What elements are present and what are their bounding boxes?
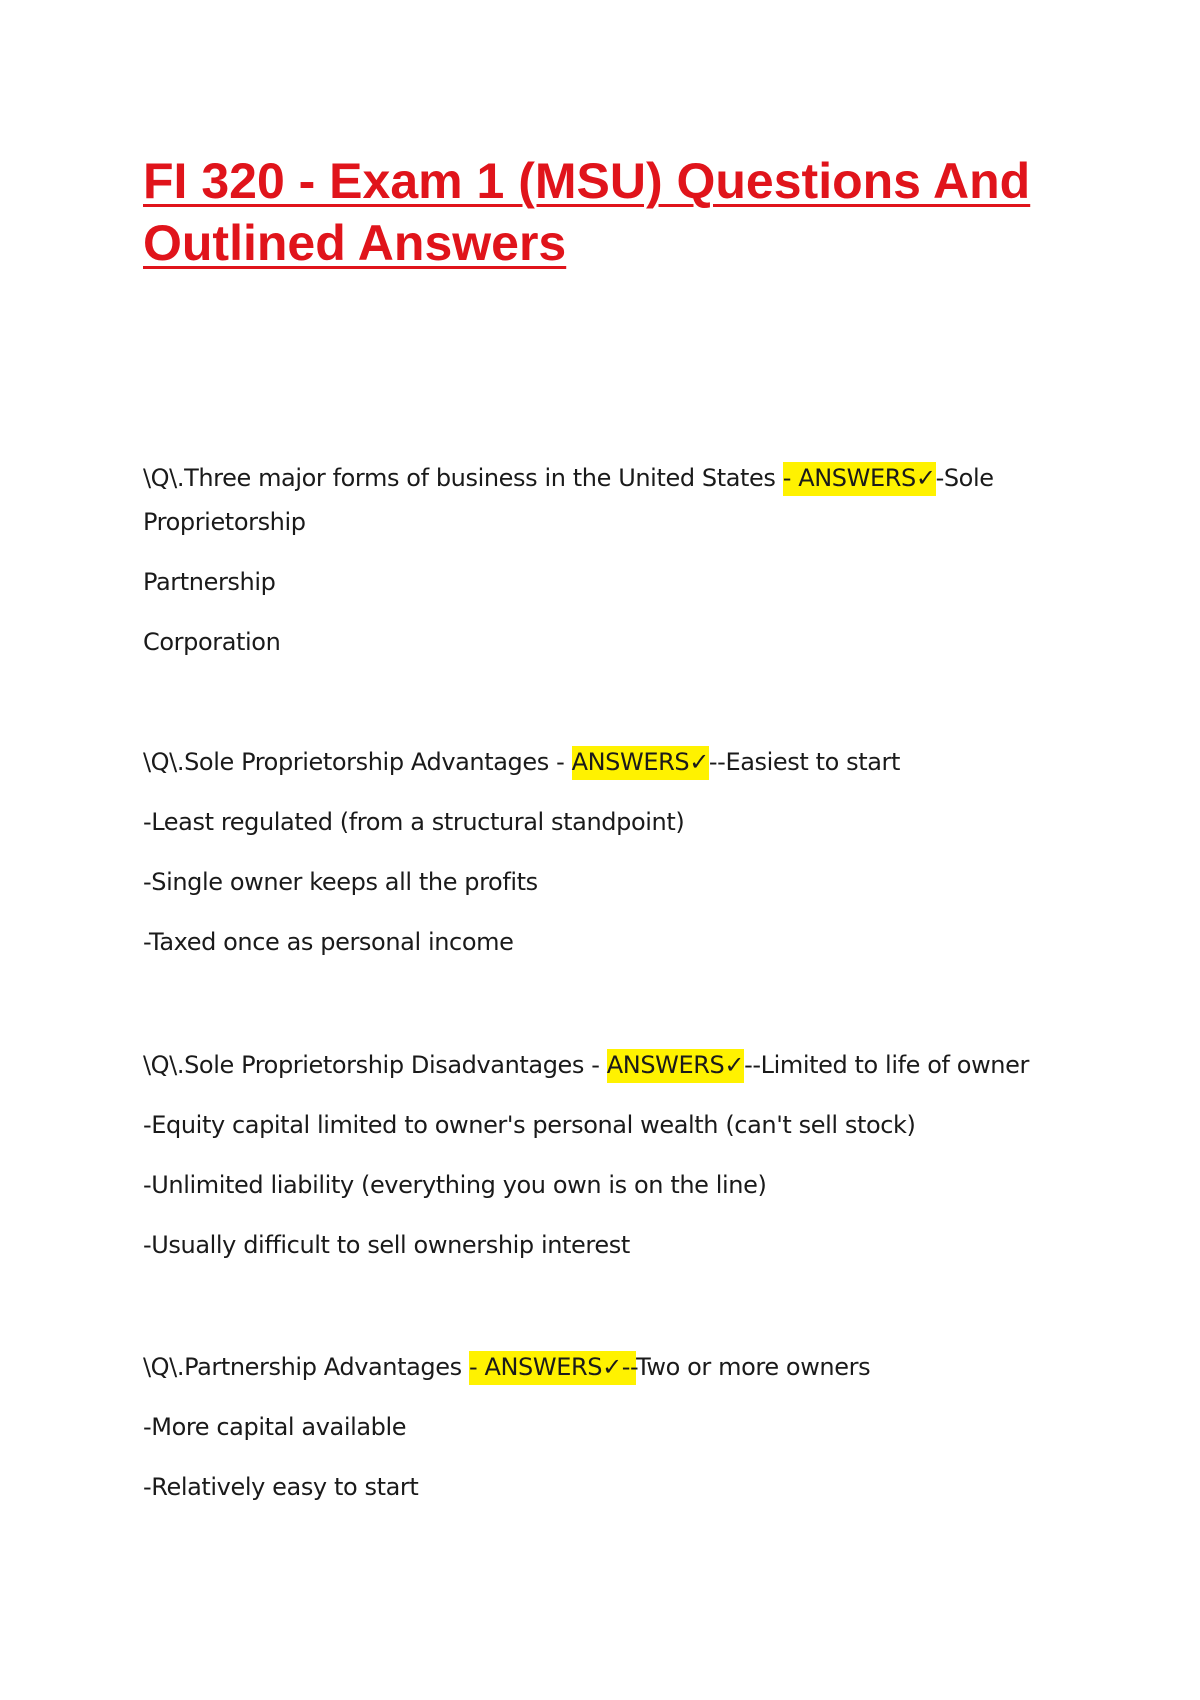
qa-block-3 [143, 1043, 1063, 1267]
answer-text: -Sole Proprietorship [143, 464, 994, 536]
qa-block-2 [143, 740, 1063, 964]
question-line [143, 740, 1063, 784]
answers-marker: ANSWERS✓ [572, 746, 709, 780]
question-text: \Q\.Three major forms of business in the United States [143, 464, 783, 492]
answer-line: -Single owner keeps all the profits [143, 868, 538, 896]
answer-line: -Unlimited liability (everything you own is on the line) [143, 1171, 767, 1199]
question-line [143, 456, 1063, 544]
answer-line: Partnership [143, 568, 276, 596]
answers-marker: - ANSWERS✓ [783, 462, 936, 496]
document-title: FI 320 - Exam 1 (MSU) Questions And Outlined Answers [143, 153, 1031, 271]
answers-marker: ANSWERS✓ [607, 1049, 744, 1083]
answer-text: --Easiest to start [708, 748, 901, 776]
answer-text: Two or more owners [636, 1353, 871, 1381]
question-text: \Q\.Partnership Advantages [143, 1353, 469, 1381]
answers-marker: - ANSWERS✓-- [469, 1351, 636, 1385]
question-line [143, 1345, 1063, 1389]
answer-text: --Limited to life of owner [744, 1051, 1029, 1079]
question-text: \Q\.Sole Proprietorship Disadvantages - [143, 1051, 607, 1079]
qa-block-1 [143, 456, 1063, 664]
answer-line: -Equity capital limited to owner's personal wealth (can't sell stock) [143, 1111, 916, 1139]
answer-line: Corporation [143, 628, 281, 656]
question-text: \Q\.Sole Proprietorship Advantages - [143, 748, 572, 776]
answer-line: -Least regulated (from a structural standpoint) [143, 808, 685, 836]
qa-block-4 [143, 1345, 1063, 1509]
question-line [143, 1043, 1063, 1087]
answer-line: -Taxed once as personal income [143, 928, 514, 956]
answer-line: -Usually difficult to sell ownership interest [143, 1231, 630, 1259]
answer-line: -Relatively easy to start [143, 1473, 419, 1501]
answer-line: -More capital available [143, 1413, 407, 1441]
